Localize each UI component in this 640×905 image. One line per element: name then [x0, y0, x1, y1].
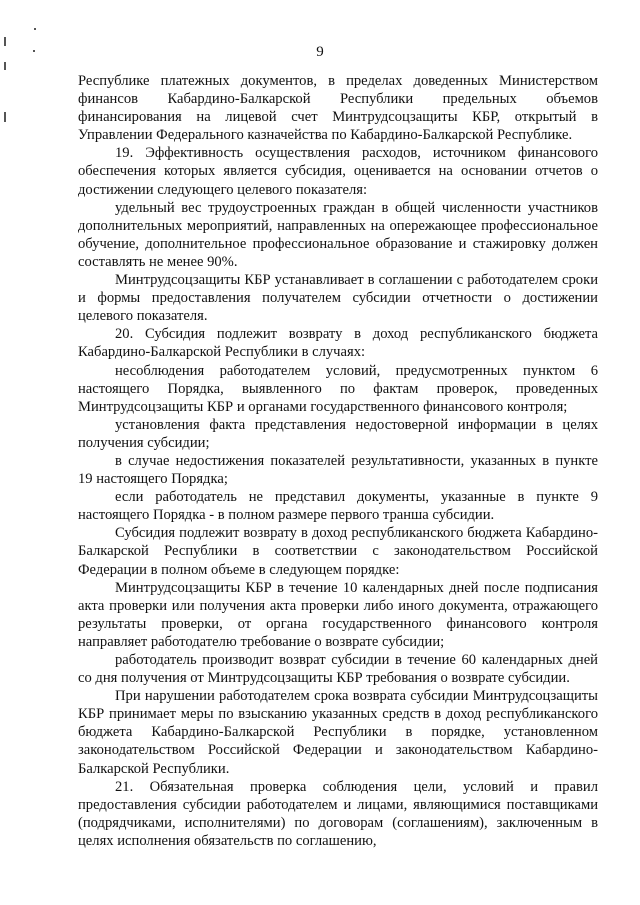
paragraph-refund-demand: Минтрудсоцзащиты КБР в течение 10 календарных дней после подписания акта проверки или получения акта проверки либо иного документа, отражающего результаты проверки, от органа государственного финансового контроля направляет работодателю требование о возврате субсидии;	[78, 579, 598, 650]
paragraph-refund-deadline: работодатель производит возврат субсидии в течение 60 календарных дней со дня получения от Минтрудсоцзащиты КБР требования о возврате субсидии.	[78, 652, 598, 687]
document-body	[78, 72, 598, 850]
scan-edge-mark	[34, 28, 36, 30]
page-number: 9	[316, 44, 324, 60]
paragraph-20: 20. Субсидия подлежит возврату в доход республиканского бюджета Кабардино-Балкарской Республики в случаях:	[78, 326, 598, 361]
paragraph-case-indicators: в случае недостижения показателей результативности, указанных в пункте 19 настоящего Порядка;	[78, 452, 598, 488]
scan-edge-mark	[4, 112, 6, 122]
paragraph-case-documents: если работодатель не представил документы, указанные в пункте 9 настоящего Порядка - в полном размере первого транша субсидии.	[78, 489, 598, 524]
paragraph-refund-order: Субсидия подлежит возврату в доход республиканского бюджета Кабардино-Балкарской Республики в соответствии с законодательством Российской Федерации в полном объеме в следующем порядке:	[78, 525, 598, 578]
paragraph-target-indicator: удельный вес трудоустроенных граждан в общей численности участников дополнительных мероприятий, направленных на опережающее профессиональное обучение, дополнительное профессиональное образование и стажировку должен составлять не менее 90%.	[78, 199, 598, 270]
scan-edge-mark	[4, 62, 6, 70]
paragraph-refund-violation: При нарушении работодателем срока возврата субсидии Минтрудсоцзащиты КБР принимает меры по взысканию указанных средств в доход республиканского бюджета Кабардино-Балкарской Республики в порядке, установленном законодательством Российской Федерации и законодательством Кабардино-Балкарской Республики.	[78, 688, 598, 777]
paragraph-continuation: Республике платежных документов, в пределах доведенных Министерством финансов Кабардино-Балкарской Республики предельных объемов финансирования на лицевой счет Минтрудсоцзащиты КБР, открытый в Управлении Федерального казначейства по Кабардино-Балкарской Республике.	[78, 73, 598, 144]
paragraph-reporting: Минтрудсоцзащиты КБР устанавливает в соглашении с работодателем сроки и формы предоставления получателем субсидии отчетности о достижении целевого показателя.	[78, 272, 598, 325]
paragraph-case-noncompliance: несоблюдения работодателем условий, предусмотренных пунктом 6 настоящего Порядка, выявленного по фактам проверок, проведенных Минтрудсоцзащиты КБР и органами государственного финансового контроля;	[78, 362, 598, 415]
paragraph-19: 19. Эффективность осуществления расходов, источником финансового обеспечения которых является субсидия, оценивается на основании отчетов о достижении следующего целевого показателя:	[78, 145, 598, 198]
paragraph-21: 21. Обязательная проверка соблюдения цели, условий и правил предоставления субсидии работодателем и лицами, являющимися поставщиками (подрядчиками, исполнителями) по договорам (соглашениям), заключенным в целях исполнения обязательств по соглашению,	[78, 778, 598, 849]
paragraph-case-false-info: установления факта представления недостоверной информации в целях получения субсидии;	[78, 416, 598, 451]
